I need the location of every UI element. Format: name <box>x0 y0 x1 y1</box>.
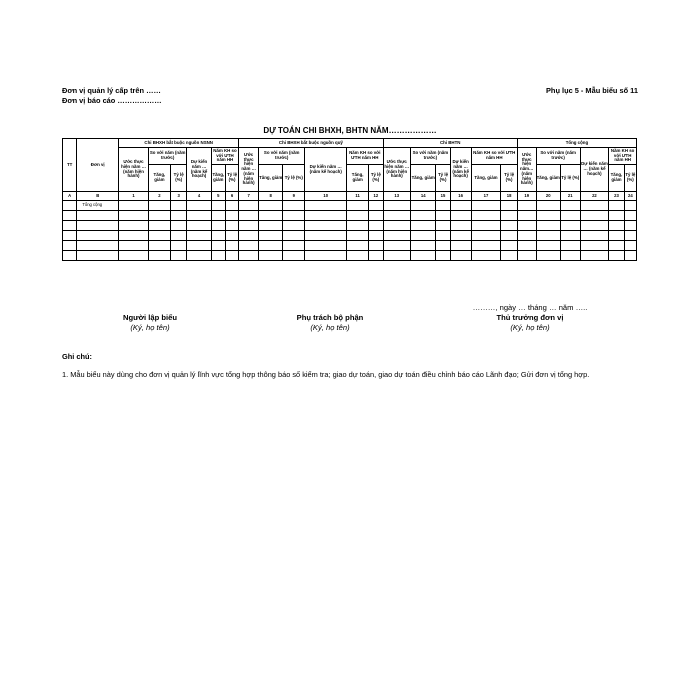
table-cell <box>450 211 471 221</box>
table-cell <box>501 201 518 211</box>
num-cell: 17 <box>471 192 501 201</box>
table-cell <box>347 241 369 251</box>
table-cell <box>259 221 283 231</box>
table-cell <box>148 211 170 221</box>
table-cell <box>536 221 560 231</box>
table-cell <box>187 231 211 241</box>
table-cell <box>609 201 624 211</box>
table-cell <box>501 211 518 221</box>
col-estimate: Ước thực hiện năm … (năm hiện hành) <box>383 148 411 192</box>
sub-change: Tăng, giảm <box>411 165 436 192</box>
table-cell <box>305 241 347 251</box>
num-cell: 2 <box>148 192 170 201</box>
table-cell <box>517 211 536 221</box>
table-cell <box>624 231 636 241</box>
col-tt: TT <box>63 139 77 192</box>
num-cell: 9 <box>283 192 305 201</box>
table-cell <box>63 241 77 251</box>
col-plan-vs: Năm KH so với ƯTH năm HH <box>471 148 517 165</box>
sub-ratio: Tỷ lệ (%) <box>283 165 305 192</box>
table-cell <box>411 221 436 231</box>
group-title-total: Tổng cộng <box>517 139 636 148</box>
table-cell <box>119 231 149 241</box>
table-cell <box>450 241 471 251</box>
table-cell <box>187 251 211 261</box>
table-cell <box>347 211 369 221</box>
table-cell <box>517 201 536 211</box>
num-cell: 16 <box>450 192 471 201</box>
table-cell <box>560 221 580 231</box>
table-cell <box>411 211 436 221</box>
table-cell <box>436 201 450 211</box>
group-title-nsnn: Chi BHXH bắt buộc nguồn NSNN <box>119 139 239 148</box>
table-cell <box>211 221 225 231</box>
sub-ratio: Tỷ lệ (%) <box>170 165 187 192</box>
table-cell <box>187 211 211 221</box>
num-cell: 6 <box>225 192 238 201</box>
table-cell <box>119 201 149 211</box>
table-cell <box>259 241 283 251</box>
table-cell <box>239 241 259 251</box>
table-cell <box>63 201 77 211</box>
num-cell: B <box>77 192 119 201</box>
num-cell: A <box>63 192 77 201</box>
table-cell <box>239 251 259 261</box>
col-compare: So với năm (năm trước) <box>148 148 187 165</box>
table-cell <box>501 221 518 231</box>
preparer-title: Người lập biểu <box>123 313 177 322</box>
table-row <box>63 231 637 241</box>
table-cell <box>305 201 347 211</box>
table-cell <box>119 211 149 221</box>
col-compare: So với năm (năm trước) <box>259 148 305 165</box>
table-cell <box>609 231 624 241</box>
num-cell: 24 <box>624 192 636 201</box>
table-cell <box>411 231 436 241</box>
sub-ratio: Tỷ lệ (%) <box>624 165 636 192</box>
table-cell <box>77 211 119 221</box>
num-cell: 3 <box>170 192 187 201</box>
table-cell <box>560 201 580 211</box>
table-row <box>63 211 637 221</box>
table-cell <box>436 241 450 251</box>
table-cell <box>283 201 305 211</box>
table-cell <box>77 251 119 261</box>
table-cell <box>517 241 536 251</box>
table-cell <box>471 201 501 211</box>
table-cell <box>536 241 560 251</box>
sub-ratio: Tỷ lệ (%) <box>436 165 450 192</box>
table-cell <box>624 201 636 211</box>
table-cell <box>609 251 624 261</box>
table-cell <box>560 241 580 251</box>
signature-dept <box>230 313 430 333</box>
table-cell <box>369 211 383 221</box>
num-cell: 22 <box>580 192 609 201</box>
num-cell: 20 <box>536 192 560 201</box>
table-cell <box>471 241 501 251</box>
table-cell <box>580 211 609 221</box>
sub-change: Tăng, giảm <box>347 165 369 192</box>
table-cell <box>411 201 436 211</box>
table-cell <box>77 231 119 241</box>
num-cell: 18 <box>501 192 518 201</box>
table-cell <box>225 231 238 241</box>
table-cell <box>63 221 77 231</box>
table-cell <box>369 201 383 211</box>
table-cell <box>383 231 411 241</box>
col-compare: So với năm (năm trước) <box>536 148 580 165</box>
table-row <box>63 251 637 261</box>
table-cell <box>347 251 369 261</box>
table-cell <box>259 231 283 241</box>
sub-ratio: Tỷ lệ (%) <box>560 165 580 192</box>
table-cell <box>305 231 347 241</box>
table-cell <box>347 231 369 241</box>
table-cell <box>369 221 383 231</box>
table-cell <box>211 211 225 221</box>
table-cell <box>187 201 211 211</box>
table-cell <box>239 211 259 221</box>
table-cell <box>259 211 283 221</box>
table-cell <box>77 241 119 251</box>
sub-change: Tăng, giảm <box>471 165 501 192</box>
table-cell <box>211 201 225 211</box>
table-cell <box>560 231 580 241</box>
table-cell <box>536 231 560 241</box>
table-cell <box>225 251 238 261</box>
table-cell <box>517 231 536 241</box>
table-row <box>63 241 637 251</box>
col-compare: So với năm (năm trước) <box>411 148 451 165</box>
num-cell: 8 <box>259 192 283 201</box>
table-cell <box>383 221 411 231</box>
table-cell <box>580 241 609 251</box>
table-cell <box>517 221 536 231</box>
table-cell <box>517 251 536 261</box>
table-cell <box>624 211 636 221</box>
table-cell <box>609 221 624 231</box>
head-sub: (Ký, họ tên) <box>510 323 550 332</box>
table-cell <box>501 231 518 241</box>
table-cell <box>471 211 501 221</box>
table-cell <box>436 221 450 231</box>
table-cell <box>148 241 170 251</box>
table-cell <box>77 221 119 231</box>
table-cell <box>63 251 77 261</box>
sub-ratio: Tỷ lệ (%) <box>225 165 238 192</box>
table-cell <box>609 241 624 251</box>
table-cell <box>211 241 225 251</box>
table-cell <box>170 231 187 241</box>
table-cell <box>119 251 149 261</box>
num-cell: 7 <box>239 192 259 201</box>
notes-item-1: 1. Mẫu biểu này dùng cho đơn vị quản lý lĩnh vực tổng hợp thông báo số kiểm tra; giao dự toán, giao dự toán điều chỉnh báo cáo Lãnh đạo; Gửi đơn vị tổng hợp. <box>62 370 590 379</box>
table-cell <box>450 201 471 211</box>
form-title: DỰ TOÁN CHI BHXH, BHTN NĂM……………… <box>263 126 437 135</box>
table-cell <box>369 231 383 241</box>
table-cell <box>239 231 259 241</box>
table-cell <box>580 231 609 241</box>
num-cell: 1 <box>119 192 149 201</box>
table-cell <box>609 211 624 221</box>
table-cell <box>225 201 238 211</box>
table-cell <box>450 221 471 231</box>
col-plan: Dự kiến năm … (năm kế hoạch) <box>450 148 471 192</box>
table-cell <box>560 251 580 261</box>
table-cell <box>148 251 170 261</box>
table-cell <box>63 231 77 241</box>
table-cell <box>501 241 518 251</box>
table-cell <box>580 221 609 231</box>
table-cell <box>383 201 411 211</box>
table-cell <box>450 251 471 261</box>
dept-title: Phụ trách bộ phận <box>296 313 364 322</box>
sub-change: Tăng, giảm <box>259 165 283 192</box>
table-cell <box>411 251 436 261</box>
table-cell <box>148 201 170 211</box>
table-cell <box>119 241 149 251</box>
head-title: Thủ trưởng đơn vị <box>496 313 564 322</box>
column-header-row <box>63 148 637 165</box>
table-cell <box>536 201 560 211</box>
group-title-fund: Chi BHXH bắt buộc nguồn quỹ <box>239 139 383 148</box>
table-cell <box>536 211 560 221</box>
table-cell <box>471 221 501 231</box>
table-cell <box>383 241 411 251</box>
col-plan: Dự kiến năm … (năm kế hoạch) <box>580 148 609 192</box>
table-cell <box>560 211 580 221</box>
table-cell <box>239 201 259 211</box>
group-title-bhtn: Chi BHTN <box>383 139 517 148</box>
table-cell <box>170 201 187 211</box>
table-row <box>63 221 637 231</box>
column-number-row <box>63 192 637 201</box>
table-cell <box>211 251 225 261</box>
table-cell <box>225 221 238 231</box>
dept-sub: (Ký, họ tên) <box>310 323 350 332</box>
appendix-label: Phụ lục 5 - Mẫu biểu số 11 <box>546 86 638 95</box>
table-cell <box>383 211 411 221</box>
table-cell <box>170 221 187 231</box>
table-cell <box>259 251 283 261</box>
preparer-sub: (Ký, họ tên) <box>130 323 170 332</box>
table-cell <box>501 251 518 261</box>
num-cell: 15 <box>436 192 450 201</box>
table-cell <box>187 241 211 251</box>
table-cell <box>624 251 636 261</box>
table-cell <box>211 231 225 241</box>
table-cell <box>624 241 636 251</box>
table-cell <box>536 251 560 261</box>
table-cell <box>383 251 411 261</box>
table-cell <box>283 221 305 231</box>
col-plan-vs: Năm KH so với ƯTH năm HH <box>211 148 239 165</box>
signature-head <box>430 303 630 333</box>
table-cell <box>305 211 347 221</box>
sub-ratio: Tỷ lệ (%) <box>501 165 518 192</box>
table-cell <box>305 251 347 261</box>
num-cell: 13 <box>383 192 411 201</box>
table-cell <box>63 211 77 221</box>
table-cell <box>283 241 305 251</box>
table-cell <box>148 221 170 231</box>
num-cell: 5 <box>211 192 225 201</box>
sub-change: Tăng, giảm <box>609 165 624 192</box>
table-cell <box>369 241 383 251</box>
group-header-row <box>63 139 637 148</box>
table-cell <box>450 231 471 241</box>
date-line: ………, ngày … tháng … năm ….. <box>472 303 588 312</box>
table-cell <box>259 201 283 211</box>
table-cell <box>187 221 211 231</box>
table-cell <box>239 221 259 231</box>
table-cell <box>580 201 609 211</box>
reporting-unit-line: Đơn vị báo cáo ……………… <box>62 96 162 105</box>
table-cell <box>436 211 450 221</box>
table-cell <box>471 251 501 261</box>
col-plan-vs: Năm KH so với ƯTH năm HH <box>609 148 637 165</box>
table-cell <box>436 231 450 241</box>
table-cell <box>283 211 305 221</box>
num-cell: 19 <box>517 192 536 201</box>
table-cell <box>119 221 149 231</box>
table-cell <box>471 231 501 241</box>
table-cell <box>170 251 187 261</box>
table-cell <box>369 251 383 261</box>
table-cell <box>347 221 369 231</box>
col-unit: Đơn vị <box>77 139 119 192</box>
table-cell <box>148 231 170 241</box>
num-cell: 10 <box>305 192 347 201</box>
sub-ratio: Tỷ lệ (%) <box>369 165 383 192</box>
table-cell <box>436 251 450 261</box>
num-cell: 23 <box>609 192 624 201</box>
notes-heading: Ghi chú: <box>62 352 92 361</box>
table-cell <box>283 251 305 261</box>
num-cell: 11 <box>347 192 369 201</box>
sub-change: Tăng, giảm <box>211 165 225 192</box>
table-cell <box>170 211 187 221</box>
budget-table <box>62 138 637 261</box>
table-cell <box>347 201 369 211</box>
num-cell: 21 <box>560 192 580 201</box>
col-plan: Dự kiến năm … (năm kế hoạch) <box>187 148 211 192</box>
total-row <box>63 201 637 211</box>
table-cell <box>580 251 609 261</box>
total-label: Tổng cộng <box>77 201 119 211</box>
num-cell: 12 <box>369 192 383 201</box>
table-cell <box>225 211 238 221</box>
num-cell: 14 <box>411 192 436 201</box>
col-plan-vs: Năm KH so với ƯTH năm HH <box>347 148 383 165</box>
table-cell <box>411 241 436 251</box>
table-cell <box>225 241 238 251</box>
table-cell <box>305 221 347 231</box>
num-cell: 4 <box>187 192 211 201</box>
col-estimate: Ước thực hiện năm … (năm hiện hành) <box>239 148 259 192</box>
superior-unit-line: Đơn vị quản lý cấp trên …… <box>62 86 161 95</box>
table-cell <box>624 221 636 231</box>
table-cell <box>283 231 305 241</box>
col-plan: Dự kiến năm … (năm kế hoạch) <box>305 148 347 192</box>
table-cell <box>170 241 187 251</box>
col-estimate: Ước thực hiện năm… (năm hiện hành) <box>517 148 536 192</box>
sub-change: Tăng, giảm <box>148 165 170 192</box>
col-estimate: Ước thực hiện năm … (năm hiện hành) <box>119 148 149 192</box>
subcolumn-header-row <box>63 165 637 192</box>
sub-change: Tăng, giảm <box>536 165 560 192</box>
